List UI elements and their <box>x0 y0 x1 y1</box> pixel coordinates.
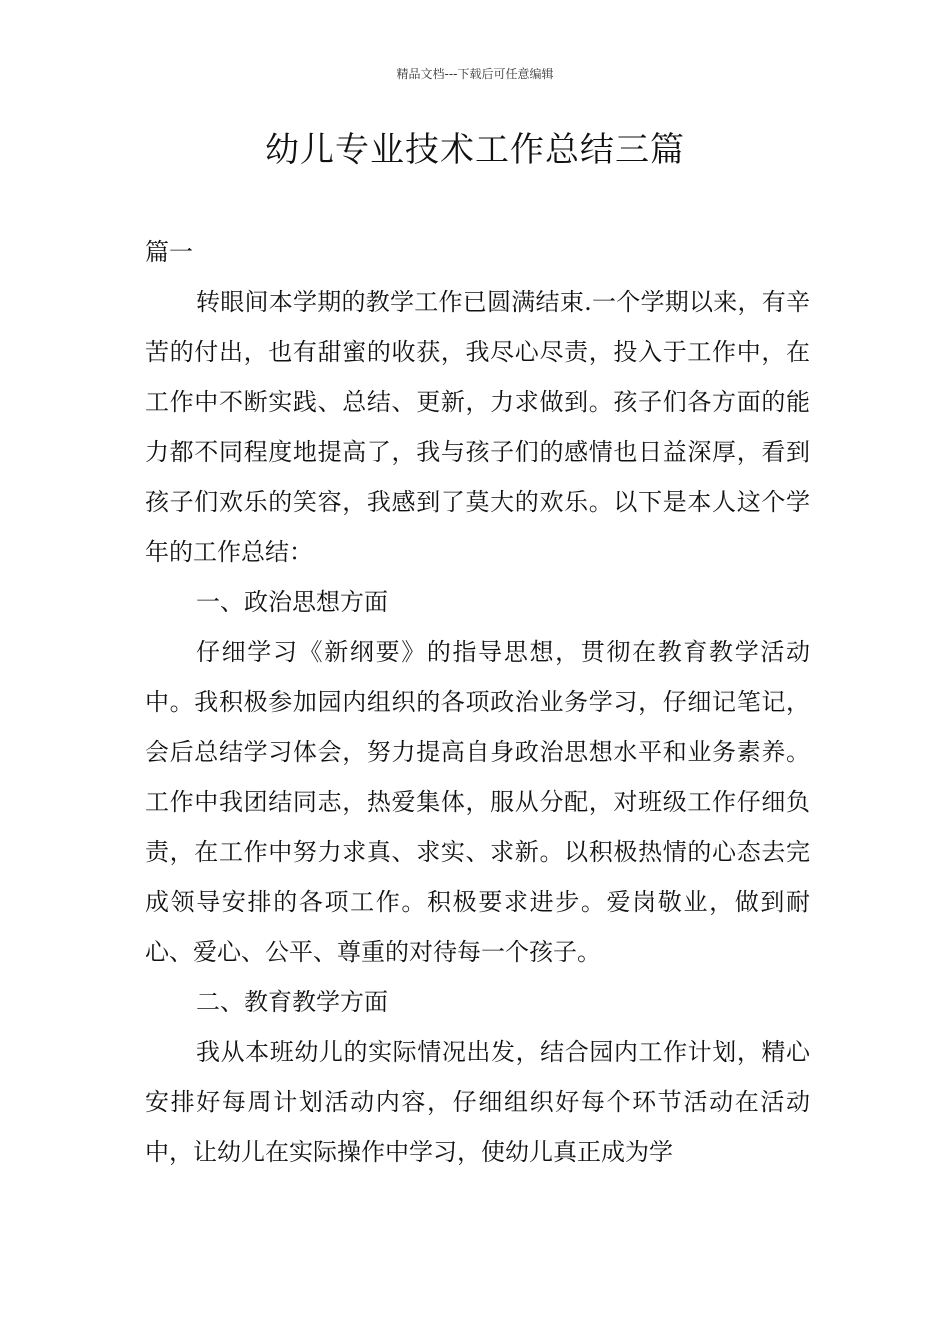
heading-education-teaching: 二、教育教学方面 <box>196 988 388 1016</box>
header-note: 精品文档---下载后可任意编辑 <box>396 67 554 81</box>
paragraph-education-teaching: 我从本班幼儿的实际情况出发，结合园内工作计划，精心安排好每周计划活动内容，仔细组织好每个环节活动在活动中，让幼儿在实际操作中学习，使幼儿真正成为学 <box>145 1038 810 1166</box>
heading-political-thought: 一、政治思想方面 <box>196 588 388 616</box>
paragraph-political-thought: 仔细学习《新纲要》的指导思想，贯彻在教育教学活动中。我积极参加园内组织的各项政治业务学习，仔细记笔记，会后总结学习体会，努力提高自身政治思想水平和业务素养。工作中我团结同志，热爱集体，服从分配，对班级工作仔细负责，在工作中努力求真、求实、求新。以积极热情的心态去完成领导安排的各项工作。积极要求进步。爱岗敬业，做到耐心、爱心、公平、尊重的对待每一个孩子。 <box>145 638 810 966</box>
document-title: 幼儿专业技术工作总结三篇 <box>265 130 685 170</box>
paragraph-intro: 转眼间本学期的教学工作已圆满结束.一个学期以来，有辛苦的付出，也有甜蜜的收获，我尽心尽责，投入于工作中，在工作中不断实践、总结、更新，力求做到。孩子们各方面的能力都不同程度地提高了，我与孩子们的感情也日益深厚，看到孩子们欢乐的笑容，我感到了莫大的欢乐。以下是本人这个学年的工作总结： <box>145 288 810 566</box>
section-label: 篇一 <box>145 238 193 266</box>
document-body <box>145 227 810 1177</box>
